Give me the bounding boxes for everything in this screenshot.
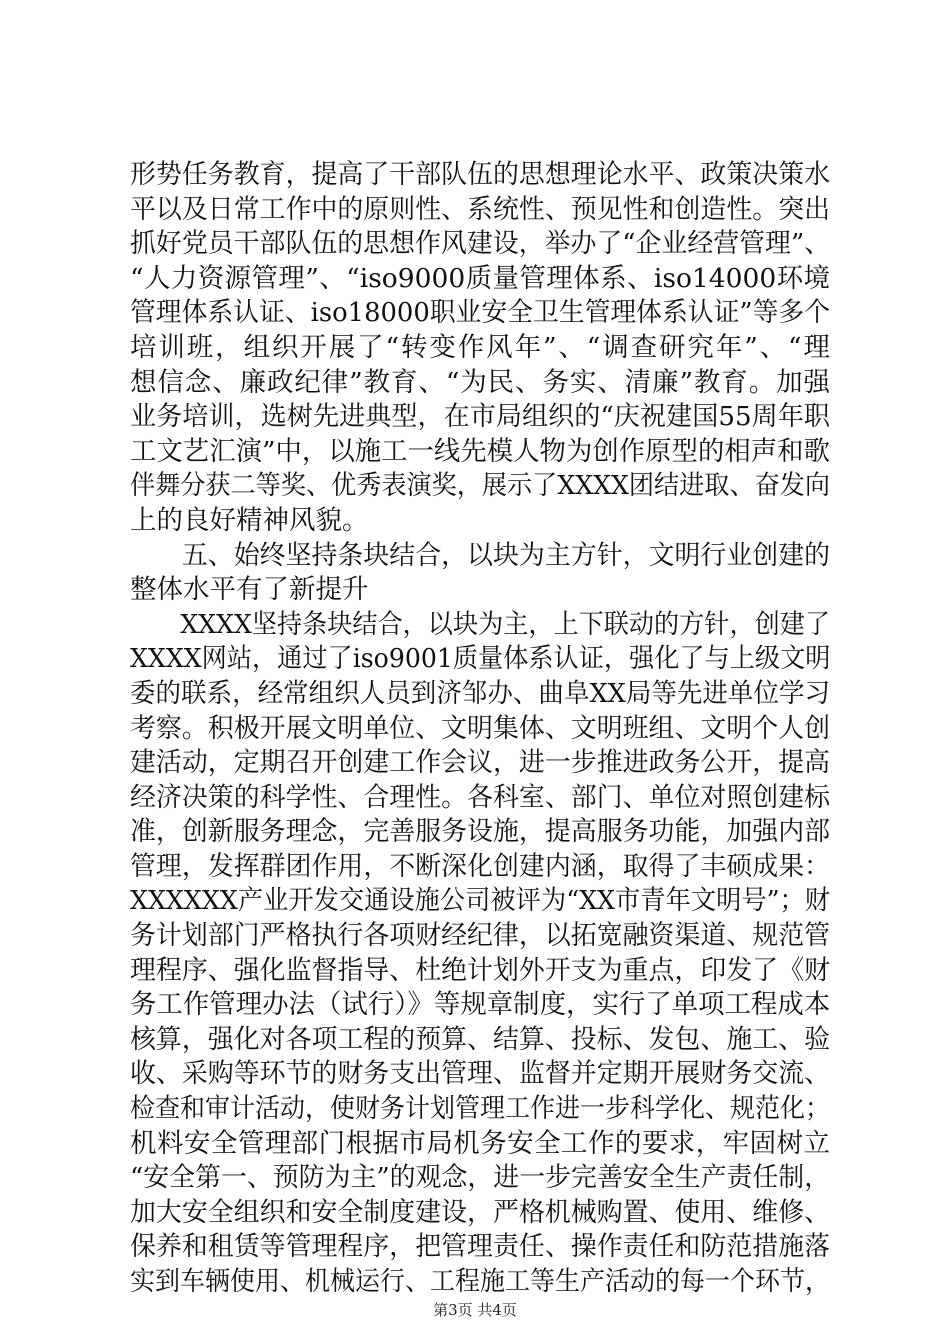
text-line: 建活动，定期召开创建工作会议，进一步推进政务公开，提高	[130, 747, 831, 779]
page-footer: 第3页 共4页	[433, 1301, 517, 1319]
text-line: 核算，强化对各项工程的预算、结算、投标、发包、施工、验	[130, 1023, 831, 1055]
text-line: “安全第一、预防为主”的观念，进一步完善安全生产责任制，	[130, 1162, 831, 1194]
text-line: 工文艺汇演”中，以施工一线先模人物为创作原型的相声和歌	[130, 435, 830, 467]
text-line: 抓好党员干部队伍的思想作风建设，举办了“企业经营管理”、	[130, 228, 831, 260]
text-line: 理程序、强化监督指导、杜绝计划外开支为重点，印发了《财	[130, 954, 831, 986]
text-line: “人力资源管理”、“iso9000质量管理体系、iso14000环境	[130, 262, 830, 294]
text-line: 务计划部门严格执行各项财经纪律，以拓宽融资渠道、规范管	[130, 920, 831, 952]
section-heading-line: 五、始终坚持条块结合，以块为主方针，文明行业创建的	[130, 539, 831, 571]
text-line: 上的良好精神风貌。	[130, 504, 369, 536]
text-line: 收、采购等环节的财务支出管理、监督并定期开展财务交流、	[130, 1058, 831, 1090]
text-line: 培训班，组织开展了“转变作风年”、“调查研究年”、“理	[130, 331, 830, 363]
text-line: 形势任务教育，提高了干部队伍的思想理论水平、政策决策水	[130, 159, 831, 190]
text-line: 检查和审计活动，使财务计划管理工作进一步科学化、规范化；	[130, 1093, 831, 1125]
section-heading-line: 整体水平有了新提升	[130, 574, 369, 606]
text-line: 保养和租赁等管理程序，把管理责任、操作责任和防范措施落	[130, 1231, 831, 1263]
text-line: 加大安全组织和安全制度建设，严格机械购置、使用、维修、	[130, 1196, 831, 1228]
text-line: 实到车辆使用、机械运行、工程施工等生产活动的每一个环节，	[130, 1266, 831, 1297]
text-line: 想信念、廉政纪律”教育、“为民、务实、清廉”教育。加强	[130, 366, 830, 398]
text-line: 务工作管理办法（试行）》等规章制度，实行了单项工程成本	[130, 989, 831, 1021]
text-line: 机料安全管理部门根据市局机务安全工作的要求，牢固树立	[130, 1127, 830, 1159]
text-line: 管理体系认证、iso18000职业安全卫生管理体系认证”等多个	[130, 297, 831, 329]
text-line: 考察。积极开展文明单位、文明集体、文明班组、文明个人创	[130, 712, 831, 744]
text-line: XXXX坚持条块结合，以块为主，上下联动的方针，创建了	[130, 608, 830, 640]
text-line: XXXXXX产业开发交通设施公司被评为“XX市青年文明号”；财	[130, 885, 831, 917]
text-line: 委的联系，经常组织人员到济邹办、曲阜XX局等先进单位学习	[130, 677, 831, 709]
text-line: 管理，发挥群团作用，不断深化创建内涵，取得了丰硕成果：	[130, 850, 831, 882]
body-text	[130, 158, 830, 1300]
text-line: 经济决策的科学性、合理性。各科室、部门、单位对照创建标	[130, 781, 831, 813]
text-line: 伴舞分获二等奖、优秀表演奖，展示了XXXX团结进取、奋发向	[130, 470, 830, 502]
text-line: XXXX网站，通过了iso9001质量体系认证，强化了与上级文明	[130, 643, 831, 675]
text-line: 准，创新服务理念，完善服务设施，提高服务功能，加强内部	[130, 816, 831, 848]
text-line: 平以及日常工作中的原则性、系统性、预见性和创造性。突出	[130, 193, 831, 225]
text-line: 业务培训，选树先进典型，在市局组织的“庆祝建国55周年职	[130, 401, 830, 433]
